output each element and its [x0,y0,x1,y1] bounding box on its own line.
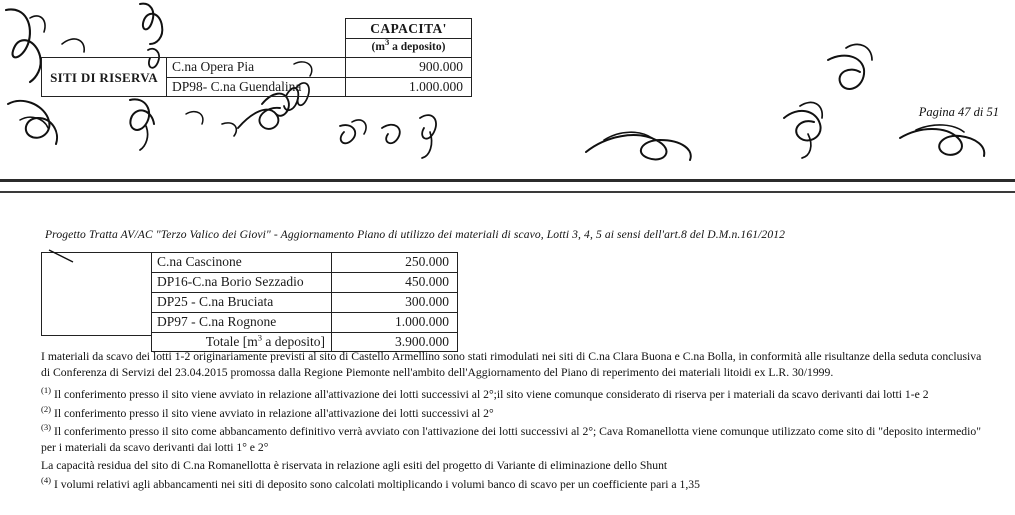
page-separator-band [0,172,1015,192]
site-capacity: 250.000 [332,253,458,273]
empty-corner-cell-4 [167,39,346,58]
capacity-subheader: ($m^3$ a deposito) [346,39,472,58]
page-separator-line-top [0,179,1015,182]
table-left-stub [41,252,152,336]
capacity-table-top [41,18,472,97]
table-row [152,292,458,312]
site-name: DP97 - C.na Rognone [152,312,332,332]
site-capacity: 450.000 [332,272,458,292]
site-name: C.na Cascinone [152,253,332,273]
site-capacity: 900.000 [346,58,472,77]
page-number-label: Pagina 47 di 51 [918,105,999,119]
notes-block [41,349,985,496]
document-header-line: Progetto Tratta AV/AC "Terzo Valico dei Giovi" - Aggiornamento Piano di utilizzo dei materiali di scavo, Lotti 3, 4, 5 ai sensi dell'art.8 del D.M.n.161/2012 [45,228,786,241]
site-name: DP98- C.na Guendalina [167,77,346,96]
footnote-note-residua: La capacità residua del sito di C.na Romanellotta è riservata in relazione agli esiti del progetto di Variante di eliminazione dello Shunt [41,459,668,473]
table-row [152,253,458,273]
site-name: DP16-C.na Borio Sezzadio [152,272,332,292]
table-row [152,312,458,332]
total-label: Totale [$m^3$ a deposito] [152,332,332,352]
bottom-page-fragment [0,192,1015,515]
stub-diagonal-mark-icon [48,249,74,263]
site-capacity: 1.000.000 [346,77,472,96]
table-row [42,58,472,77]
table-header-row [42,19,472,39]
empty-corner-cell [42,19,167,39]
footnote-4: $^{(4)}$ I volumi relativi agli abbancamenti nei siti di deposito sono calcolati moltiplicando i volumi banco di scavo per un coefficiente pari a 1,35 [41,475,700,491]
row-header-siti-di-riserva: SITI DI RISERVA [42,58,167,97]
site-name: C.na Opera Pia [167,58,346,77]
top-page-fragment [0,0,1015,172]
total-capacity: 3.900.000 [332,332,458,352]
capacity-table-bottom [151,252,458,352]
site-name: DP25 - C.na Bruciata [152,292,332,312]
table-subheader-row [42,39,472,58]
empty-corner-cell-2 [167,19,346,39]
footnote-3: $^{(3)}$ Il conferimento presso il sito come abbancamento definitivo verrà avviato con l'attivazione dei lotti successivi al 2°; Cava Romanellotta viene comunque utilizzato come sito di "deposito intermedio" per i materiali da scavo derivanti dai lotti 1° e 2° [41,422,981,454]
table-row [152,272,458,292]
site-capacity: 1.000.000 [332,312,458,332]
capacity-header: CAPACITA' [346,19,472,39]
empty-corner-cell-3 [42,39,167,58]
site-capacity: 300.000 [332,292,458,312]
footnote-1: $^{(1)}$ Il conferimento presso il sito viene avviato in relazione all'attivazione dei lotti successivi al 2°;il sito viene comunque considerato di riserva per i materiali da scavo derivanti dai lotti 1-e 2 [41,385,929,402]
note-paragraph-main: I materiali da scavo dei lotti 1-2 originariamente previsti al sito di Castello Armellino sono stati rimodulati nei siti di C.na Clara Buona e C.na Bolla, in conformità alle risultanze della seduta conclusiva di Conferenza di Servizi del 23.04.2015 promossa dalla Regione Piemonte nell'ambito dell'Aggiornamento del Piano di reperimento dei materiali litoidi ex L.R. 30/1999. [41,350,982,379]
footnote-2: $^{(2)}$ Il conferimento presso il sito viene avviato in relazione all'attivazione dei lotti successivi al 2° [41,403,494,420]
